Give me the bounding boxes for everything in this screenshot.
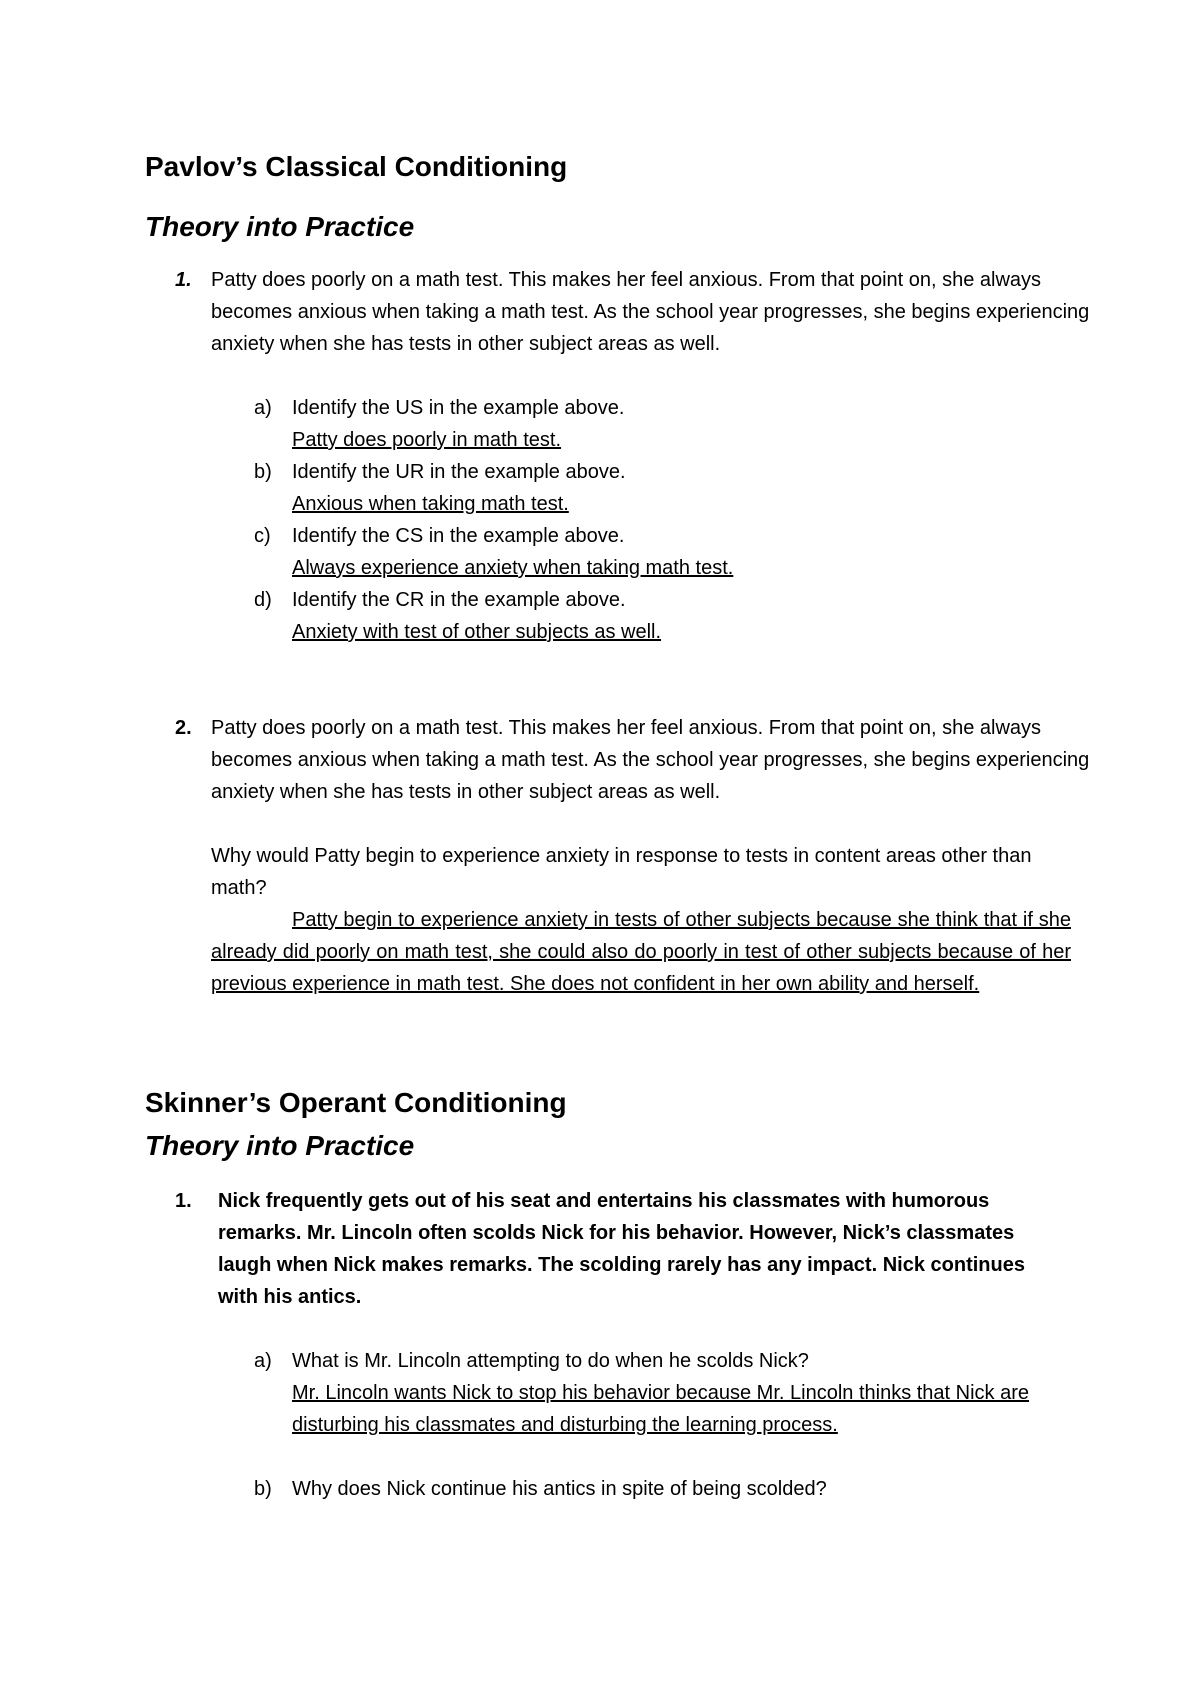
pavlov-q1-item-c-label: c) bbox=[254, 525, 271, 547]
pavlov-q1-text: Patty does poorly on a math test. This makes her feel anxious. From that point on, she always becomes anxious when taking a math test. As the school year progresses, she begins experiencing anxiety when she has tests in other subject areas as well. bbox=[211, 269, 1090, 355]
skinner-q1-number: 1. bbox=[175, 1190, 192, 1212]
answer-text: Anxiety with test of other subjects as well. bbox=[292, 621, 662, 643]
pavlov-subtitle: Theory into Practice bbox=[145, 211, 415, 242]
skinner-subtitle: Theory into Practice bbox=[145, 1130, 415, 1161]
pavlov-q2-text: Patty does poorly on a math test. This makes her feel anxious. From that point on, she always becomes anxious when taking a math test. As the school year progresses, she begins experiencing anxiety when she has tests in other subject areas as well. bbox=[211, 717, 1090, 803]
pavlov-q1-number: 1. bbox=[175, 269, 192, 291]
skinner-title: Skinner’s Operant Conditioning bbox=[145, 1087, 567, 1118]
question-text: Why does Nick continue his antics in spite of being scolded? bbox=[292, 1478, 827, 1500]
answer-text: Mr. Lincoln wants Nick to stop his behavior because Mr. Lincoln thinks that Nick are disturbing his classmates and disturbing the learning process. bbox=[292, 1382, 1030, 1436]
pavlov-q2-answer: Patty begin to experience anxiety in tests of other subjects because she think that if she already did poorly on math test, she could also do poorly in test of other subjects because of her previous experience in math test. She does not confident in her own ability and herself. bbox=[211, 909, 1071, 995]
question-text: What is Mr. Lincoln attempting to do when he scolds Nick? bbox=[292, 1350, 809, 1372]
pavlov-q1-item-b-label: b) bbox=[254, 461, 272, 483]
pavlov-q2-number: 2. bbox=[175, 717, 192, 739]
skinner-q1-item-b-label: b) bbox=[254, 1478, 272, 1500]
skinner-q1-item-b bbox=[292, 1473, 1082, 1505]
pavlov-title: Pavlov’s Classical Conditioning bbox=[145, 151, 568, 182]
skinner-q1-item-a bbox=[292, 1345, 1082, 1441]
answer-text: Patty does poorly in math test. bbox=[292, 429, 562, 451]
pavlov-q1-item-a bbox=[292, 392, 1082, 456]
question-text: Identify the CS in the example above. bbox=[292, 525, 625, 547]
answer-text: Always experience anxiety when taking math test. bbox=[292, 557, 734, 579]
answer-text: Anxious when taking math test. bbox=[292, 493, 569, 515]
pavlov-q1-item-a-label: a) bbox=[254, 397, 272, 419]
pavlov-q1-item-d-label: d) bbox=[254, 589, 272, 611]
skinner-q1-item-a-label: a) bbox=[254, 1350, 272, 1372]
pavlov-q1-item-c bbox=[292, 520, 1082, 584]
pavlov-q1-item-d bbox=[292, 584, 1082, 648]
question-text: Identify the US in the example above. bbox=[292, 397, 625, 419]
question-text: Identify the CR in the example above. bbox=[292, 589, 626, 611]
skinner-q1-text: Nick frequently gets out of his seat and entertains his classmates with humorous remarks. Mr. Lincoln often scolds Nick for his behavior. However, Nick’s classmates laugh when Nick makes remarks. The scolding rarely has any impact. Nick continues with his antics. bbox=[218, 1190, 1025, 1308]
pavlov-q2-question: Why would Patty begin to experience anxiety in response to tests in content areas other than math? bbox=[211, 845, 1032, 899]
pavlov-q1-item-b bbox=[292, 456, 1082, 520]
question-text: Identify the UR in the example above. bbox=[292, 461, 626, 483]
